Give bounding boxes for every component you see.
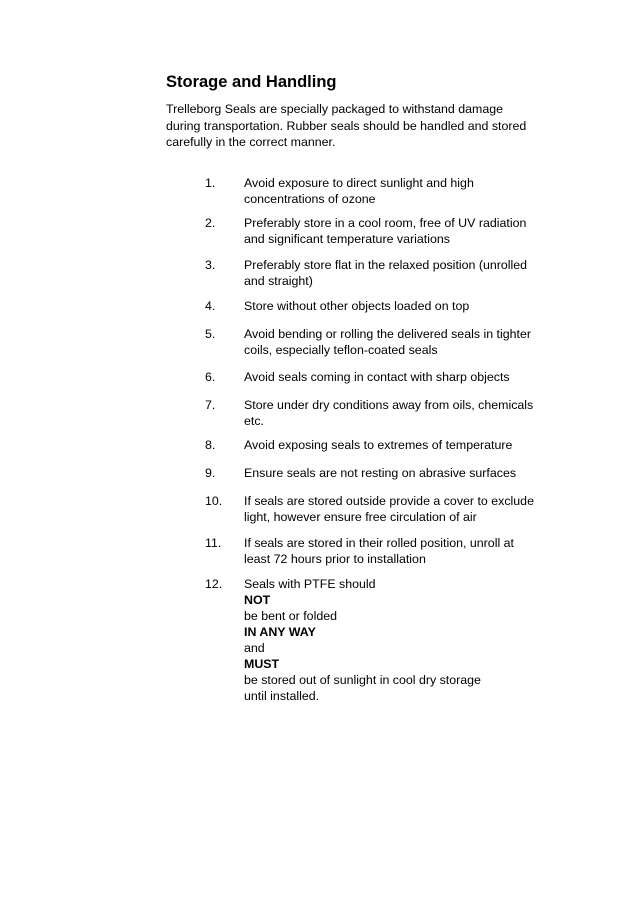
item-number: 2.	[205, 216, 216, 230]
item-number: 3.	[205, 258, 216, 272]
item-text	[244, 298, 594, 314]
item-text	[244, 576, 594, 704]
item-line: Avoid bending or rolling the delivered seals in tighter	[244, 327, 531, 341]
item-number: 4.	[205, 299, 216, 313]
item-text	[244, 493, 594, 525]
item-number: 5.	[205, 327, 216, 341]
item-text	[244, 175, 594, 207]
item-text	[244, 257, 594, 289]
item-number: 12.	[205, 577, 223, 591]
item-text	[244, 397, 594, 429]
text-run: be stored out of sunlight in cool dry storage	[244, 673, 481, 687]
item-line: If seals are stored outside provide a cover to exclude	[244, 494, 534, 508]
item-line: Ensure seals are not resting on abrasive surfaces	[244, 466, 517, 480]
item-number: 7.	[205, 398, 216, 412]
text-run: and	[244, 641, 265, 655]
item-line: least 72 hours prior to installation	[244, 552, 426, 566]
item-text	[244, 535, 594, 567]
item-line	[244, 640, 594, 688]
item-line: Preferably store flat in the relaxed position (unrolled	[244, 258, 528, 272]
item-text	[244, 437, 594, 453]
item-number: 6.	[205, 370, 216, 384]
item-line: light, however ensure free circulation of air	[244, 510, 477, 524]
item-text	[244, 326, 594, 358]
item-line: Avoid seals coming in contact with sharp objects	[244, 370, 510, 384]
item-line: Store without other objects loaded on top	[244, 299, 470, 313]
item-line: Avoid exposing seals to extremes of temperature	[244, 438, 513, 452]
page-title: Storage and Handling	[166, 73, 337, 91]
item-line: Store under dry conditions away from oils, chemicals	[244, 398, 534, 412]
text-run: be bent or folded	[244, 609, 338, 623]
emphasis-must: MUST	[244, 657, 280, 671]
item-text	[244, 369, 594, 385]
item-number: 11.	[205, 536, 222, 550]
item-line	[244, 576, 594, 640]
item-line: concentrations of ozone	[244, 192, 376, 206]
item-line: Avoid exposure to direct sunlight and high	[244, 176, 474, 190]
item-text	[244, 215, 594, 247]
item-number: 8.	[205, 438, 216, 452]
item-text	[244, 465, 594, 481]
item-number: 1.	[205, 176, 216, 190]
item-number: 10.	[205, 494, 223, 508]
item-line: and straight)	[244, 274, 313, 288]
item-line: etc.	[244, 414, 264, 428]
intro-line: carefully in the correct manner.	[166, 135, 336, 149]
intro-line: during transportation. Rubber seals should be handled and stored	[166, 118, 527, 133]
text-run: Seals with PTFE should	[244, 577, 376, 591]
intro-line: Trelleborg Seals are specially packaged to withstand damage	[166, 102, 504, 116]
intro-paragraph	[166, 101, 566, 151]
item-number: 9.	[205, 466, 216, 480]
emphasis-not: NOT	[244, 593, 271, 607]
item-line: and significant temperature variations	[244, 232, 450, 246]
emphasis-in-any-way: IN ANY WAY	[244, 625, 316, 639]
item-line: Preferably store in a cool room, free of UV radiation	[244, 216, 527, 230]
item-line: If seals are stored in their rolled position, unroll at	[244, 536, 514, 550]
item-line: coils, especially teflon-coated seals	[244, 343, 438, 357]
item-line: until installed.	[244, 689, 320, 703]
